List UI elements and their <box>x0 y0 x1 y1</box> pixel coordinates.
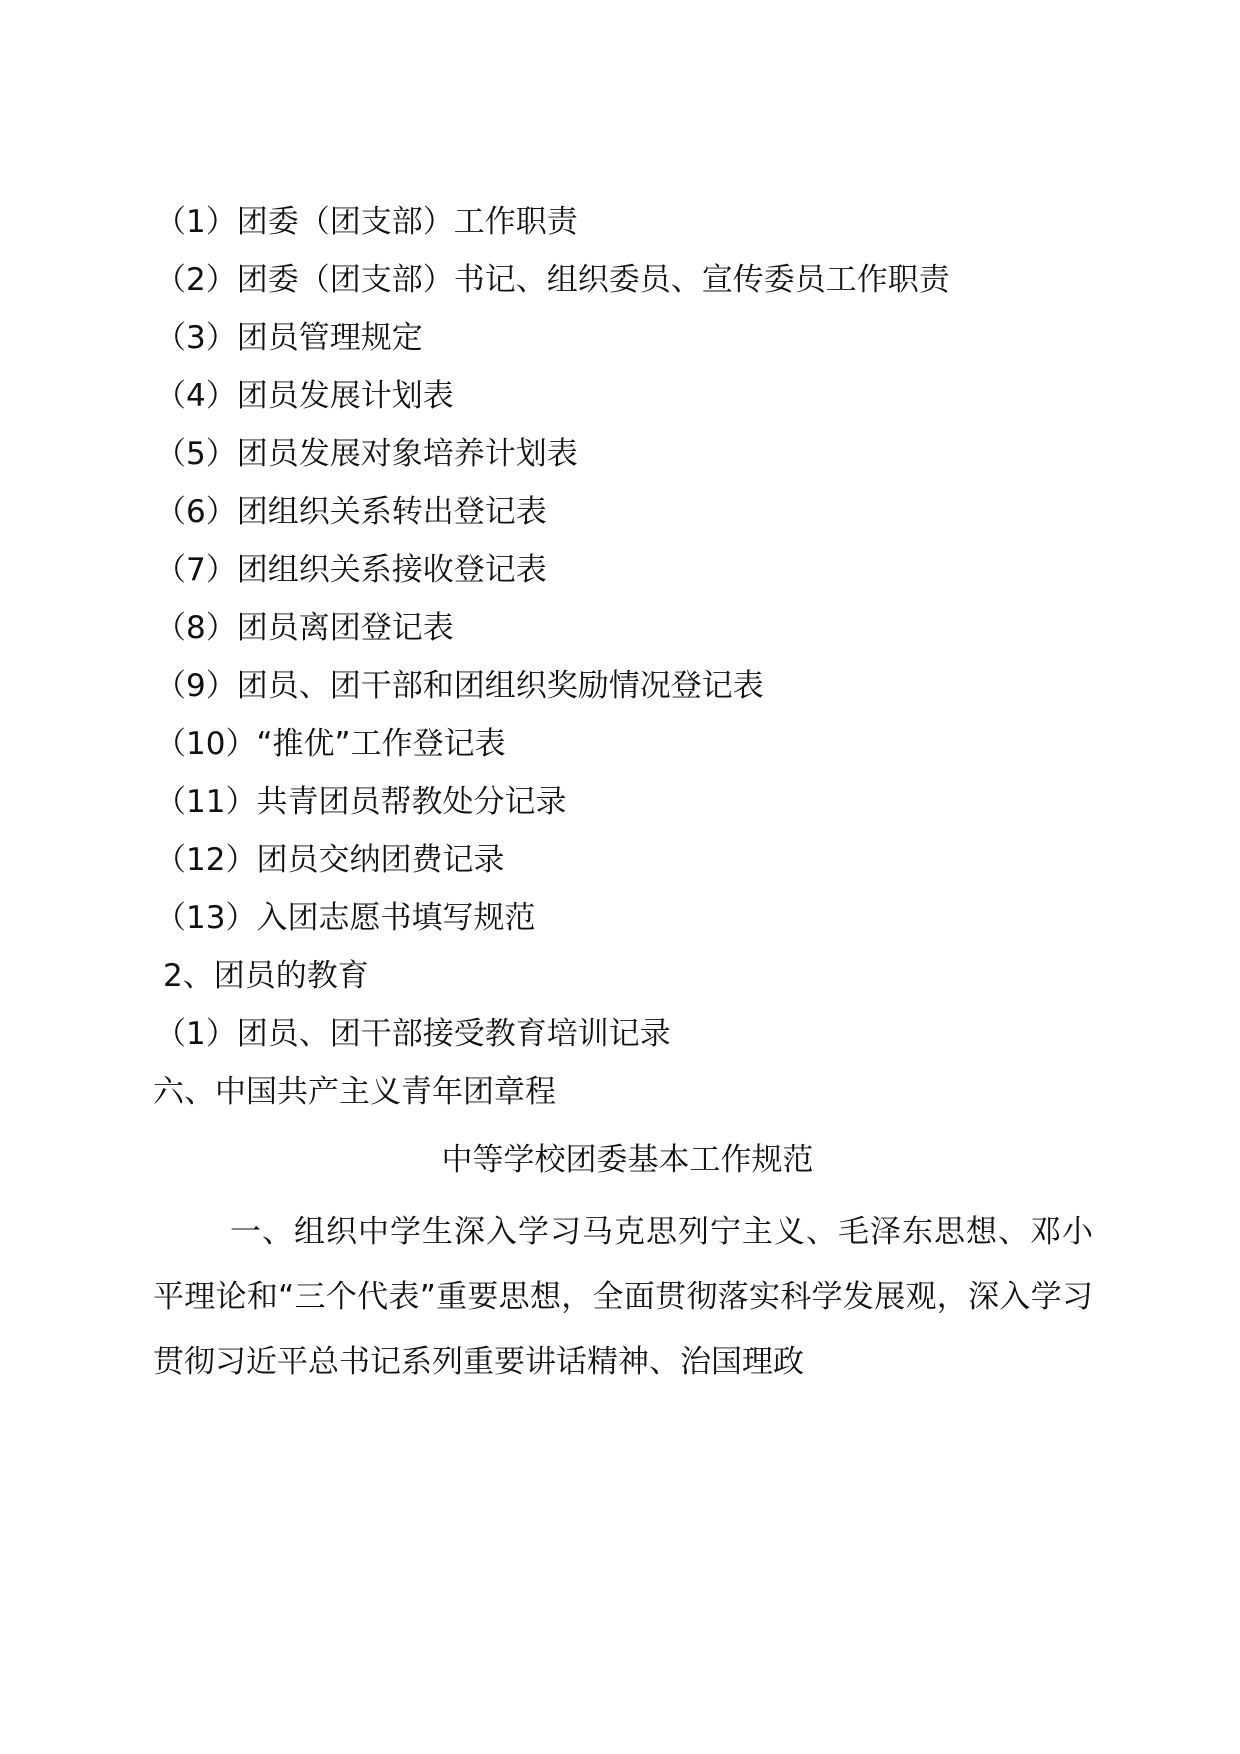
paragraph-1: 一、组织中学生深入学习马克思列宁主义、毛泽东思想、邓小平理论和“三个代表”重要思想，全面贯彻落实科学发展观，深入学习贯彻习近平总书记系列重要讲话精神、治国理政 <box>153 1214 1093 1380</box>
list-item-12: （12）团员交纳团费记录 <box>155 842 505 878</box>
list-item-5: （5）团员发展对象培养计划表 <box>155 436 578 472</box>
list-item-8: （8）团员离团登记表 <box>155 610 454 646</box>
document-title: 中等学校团委基本工作规范 <box>441 1142 814 1178</box>
list-item-4: （4）团员发展计划表 <box>155 378 454 414</box>
section-2-item-1: （1）团员、团干部接受教育培训记录 <box>155 1016 671 1052</box>
list-item-7: （7）团组织关系接收登记表 <box>155 552 547 588</box>
list-item-3: （3）团员管理规定 <box>155 320 423 356</box>
list-item-11: （11）共青团员帮教处分记录 <box>155 784 567 820</box>
list-item-6: （6）团组织关系转出登记表 <box>155 494 547 530</box>
list-item-9: （9）团员、团干部和团组织奖励情况登记表 <box>155 668 764 704</box>
list-item-1: （1）团委（团支部）工作职责 <box>155 204 578 240</box>
list-item-13: （13）入团志愿书填写规范 <box>155 900 536 936</box>
section-6-heading: 六、中国共产主义青年团章程 <box>153 1074 556 1110</box>
section-2-heading: 2、团员的教育 <box>163 958 369 994</box>
list-item-10: （10）“推优”工作登记表 <box>155 726 506 762</box>
list-item-2: （2）团委（团支部）书记、组织委员、宣传委员工作职责 <box>155 262 950 298</box>
